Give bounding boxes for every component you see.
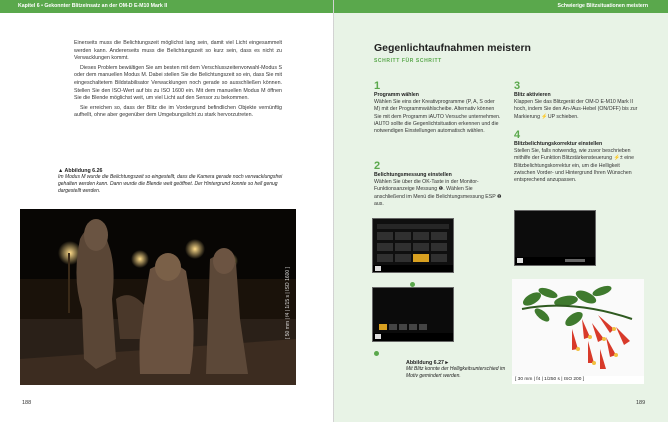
flower-exif-label: [ 30 mm | f4 | 1/250 s | ISO 200 ] [512, 376, 644, 384]
step-number: 4 [514, 129, 521, 141]
running-head-right: Schwierige Blitzsituationen meistern [334, 0, 668, 13]
camera-menu-graphic [373, 219, 453, 272]
step-2 [374, 160, 502, 208]
step-heading: Blitzbelichtungskorrektur einstellen [514, 141, 603, 147]
step-number: 2 [374, 160, 381, 172]
step-heading: Programm wählen [374, 92, 419, 98]
flower-graphic [512, 279, 644, 376]
flower-photo [512, 279, 644, 384]
running-head-left: Kapitel 6 • Gekonnter Blitzeinsatz an der OM-D E-M10 Mark II [0, 0, 334, 13]
step-number: 1 [374, 80, 381, 92]
step-1 [374, 80, 502, 135]
step-number: 3 [514, 80, 521, 92]
caption-text: Im Modus M wurde die Belichtungszeit so eingestellt, dass die Kamera gerade noch verwacklungsfrei gehalten werden kann. Dann wurde die Blende weit geöffnet. Der Hintergrund konnte so hell genug dargestellt werden. [58, 174, 283, 194]
camera-menu-screenshot [372, 218, 454, 273]
figure-caption-right [406, 360, 516, 380]
caption-title: ▲ Abbildung 6.26 [58, 168, 103, 174]
metering-graphic [373, 288, 453, 341]
flash-screenshot [514, 210, 596, 266]
section-subtitle: SCHRITT FÜR SCHRITT [374, 58, 442, 64]
paragraph: Sie erreichen so, dass der Blitz die im Vordergrund befindlichen Objekte vernünftig aufhellt, ohne aber gegenüber dem Umgebungslicht zu stark hervorzutreten. [74, 104, 282, 119]
callout-badge-2 [374, 345, 379, 363]
statue-photo [20, 209, 296, 385]
left-body-text [74, 40, 282, 122]
step-heading: Blitz aktivieren [514, 92, 551, 98]
metering-screenshot [372, 287, 454, 342]
caption-title: Abbildung 6.27 ▸ [406, 360, 449, 366]
step-text: Stellen Sie, falls notwendig, wie zuvor beschrieben mithilfe der Funktion Blitzstärkensteuerung ⚡± eine Blitzbelichtungskorrektur ein, um die Helligkeit zwischen Vorder- und Hintergrund Ihren Wünschen entsprechend anzupassen. [514, 148, 635, 184]
statue-photo-graphic [20, 209, 296, 385]
page-number-right: 189 [636, 400, 646, 406]
step-heading: Belichtungsmessung einstellen [374, 172, 452, 178]
callout-badge-2-dot [374, 351, 379, 356]
photo-exif-label [285, 267, 295, 383]
figure-caption [58, 168, 290, 195]
step-text: Wählen Sie über die OK-Taste in der Monitor-Funktionsanzeige Messung ❶. Wählen Sie anschließend im Menü die Belichtungsmessung ESP ❷ aus. [374, 179, 502, 207]
step-4 [514, 129, 642, 184]
step-text: Wählen Sie eins der Kreativprogramme (P, A, S oder M) mit der Programmwählscheibe. Alternativ können Sie mit dem Programm iAUTO Versuche unternehmen. iAUTO sollte die Gegenlichtsituation erkennen und die notwendigen Einstellungen automatisch wählen. [374, 99, 501, 135]
flash-graphic [515, 211, 595, 265]
step-text: Klappen Sie das Blitzgerät der OM-D E-M10 Mark II hoch, indem Sie den An-/Aus-Hebel (ON/OFF) bis zur Markierung ⚡UP schieben. [514, 99, 638, 120]
caption-text: Mit Blitz konnte der Helligkeitsunterschied im Motiv gemindert werden. [406, 366, 506, 379]
page-number-left: 188 [22, 400, 32, 406]
section-title: Gegenlichtaufnahmen meistern [374, 42, 531, 54]
step-3 [514, 80, 642, 121]
paragraph: Einerseits muss die Belichtungszeit möglichst lang sein, damit viel Licht eingesammelt werden kann. Andererseits muss die Belichtungszeit so kurz sein, dass es nicht zu Verwacklungen kommt. [74, 40, 282, 62]
photo-exif-text: [ 50 mm | f4 | 1/15 s | ISO 1600 ] [285, 267, 291, 339]
paragraph: Dieses Problem bewältigen Sie am besten mit dem Verschlusszeitenvorwahl-Modus S oder dem manuellen Modus M. Dabei stellen Sie die Belichtungszeit so ein, dass Sie mit eingeschaltetem Bildstabilisator Verwacklungen noch gerade so ausschließen können. Stellen Sie den ISO-Wert auf bis zu ISO 1600 ein. Mit dem manuellen Modus M öffnen Sie die Blende möglichst weit, um viel Licht auf den Sensor zu bekommen. [74, 64, 282, 102]
